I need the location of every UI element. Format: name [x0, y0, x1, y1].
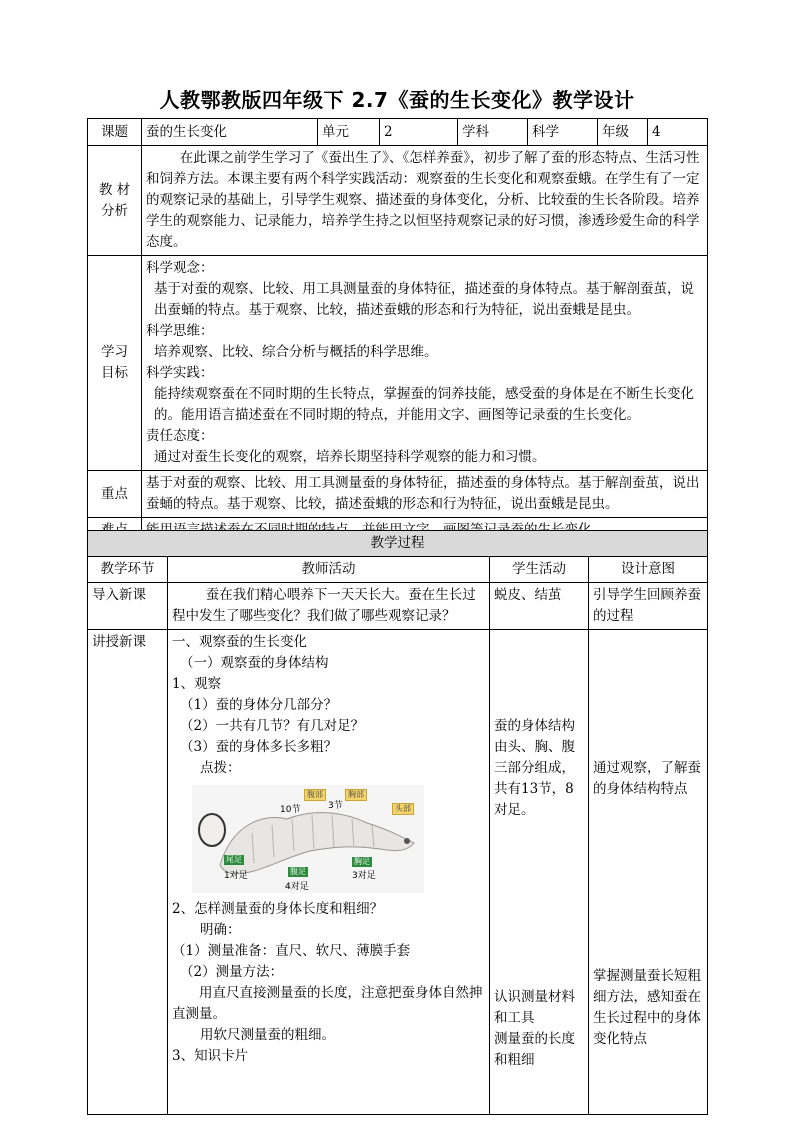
teaching-process-table: [87, 530, 708, 1115]
intro-student: 蜕皮、结茧: [490, 583, 589, 630]
topic-value: 蚕的生长变化: [142, 119, 318, 146]
thorax-tag: 胸部: [345, 789, 367, 801]
thinking-text: 培养观察、比较、综合分析与概括的科学思维。: [154, 344, 438, 360]
analysis-label: [88, 146, 142, 256]
practice-heading: 科学实践：: [146, 365, 214, 381]
key-row: [88, 471, 708, 518]
segments-ten-label: 10节: [280, 805, 301, 815]
abdominal-foot-tag: 腹足: [290, 867, 306, 876]
analysis-label-line2: 分析: [101, 202, 128, 219]
one-pair-label: 1对足: [224, 871, 248, 881]
teach-line: 明确：: [200, 922, 241, 938]
col-student: 学生活动: [490, 557, 589, 583]
goals-label-line1: 学习: [101, 344, 128, 360]
analysis-paragraph: 在此课之前学生学习了《蚕出生了》、《怎样养蚕》，初步了解了蚕的形态特点、生活习性和饲养方法。本课主要有两个科学实践活动：观察蚕的生长变化和观察蚕蛾。在学生有了一定的观察记录的基础上，引导学生观察、描述蚕的身体变化，分析、比较蚕的生长各阶段。培养学生的观察能力、记录能力，培养学生持之以恒坚持观察记录的好习惯，渗透珍爱生命的科学态度。: [146, 150, 700, 250]
intent-measure: 掌握测量蚕长短粗细方法，感知蚕在生长过程中的身体变化特点: [593, 968, 701, 1047]
col-intent: 设计意图: [589, 557, 708, 583]
teach-line: （3）蚕的身体多长多粗？: [180, 739, 338, 755]
goals-text: [142, 256, 708, 471]
thinking-heading: 科学思维：: [146, 323, 214, 339]
key-label: 重点: [88, 471, 142, 518]
topic-row: [88, 119, 708, 146]
teach-line: （2）一共有几节？有几对足？: [180, 718, 365, 734]
abdomen-tag: 腹部: [304, 789, 326, 801]
grade-value: 4: [648, 119, 708, 146]
chest-foot-tag: 胸足: [354, 857, 370, 866]
concept-heading: 科学观念：: [146, 260, 214, 276]
silkworm-structure-diagram: [192, 785, 424, 893]
student-tools: 认识测量材料和工具: [494, 989, 575, 1026]
analysis-row: [88, 146, 708, 256]
process-header: 教学过程: [88, 531, 708, 557]
unit-label: 单元: [318, 119, 380, 146]
teach-row: [88, 630, 708, 1115]
goals-row: [88, 256, 708, 471]
subject-value: 科学: [528, 119, 598, 146]
concept-text: 基于对蚕的观察、比较、用工具测量蚕的身体特征，描述蚕的身体特点。基于解剖蚕茧，说出蚕蛹的特点。基于观察、比较，描述蚕蛾的形态和行为特征，说出蚕蛾是昆虫。: [154, 281, 694, 318]
four-pair-label: 4对足: [285, 882, 309, 892]
attitude-text: 通过对蚕生长变化的观察，培养长期坚持科学观察的能力和习惯。: [154, 449, 546, 465]
tail-foot-tag: 尾足: [226, 855, 242, 864]
teach-line: 用软尺测量蚕的粗细。: [200, 1027, 335, 1043]
teach-line: 用直尺直接测量蚕的长度，注意把蚕身体自然抻直测量。: [172, 985, 483, 1022]
lesson-info-table: [87, 118, 708, 544]
teach-teacher: [168, 630, 490, 1115]
goals-label-line2: 目标: [101, 365, 128, 381]
teach-line: （一）观察蚕的身体结构: [180, 655, 329, 671]
key-text: 基于对蚕的观察、比较、用工具测量蚕的身体特征，描述蚕的身体特点。基于解剖蚕茧，说出蚕蛹的特点。基于观察、比较，描述蚕蛾的形态和行为特征，说出蚕蛾是昆虫。: [142, 471, 708, 518]
intro-teacher: [168, 583, 490, 630]
student-observation: 蚕的身体结构由头、胸、腹三部分组成，共有13节，8对足。: [494, 718, 575, 818]
col-teacher: 教师活动: [168, 557, 490, 583]
intro-teacher-text: 蚕在我们精心喂养下一天天长大。蚕在生长过程中发生了哪些变化？我们做了哪些观察记录？: [172, 587, 476, 624]
col-stage: 教学环节: [88, 557, 168, 583]
teach-line: 2、怎样测量蚕的身体长度和粗细？: [172, 901, 384, 917]
unit-value: 2: [380, 119, 458, 146]
student-measure: 测量蚕的长度和粗细: [494, 1031, 575, 1068]
process-columns-row: [88, 557, 708, 583]
three-pair-label: 3对足: [352, 871, 376, 881]
intro-intent: 引导学生回顾养蚕的过程: [589, 583, 708, 630]
teach-intent: [589, 630, 708, 1115]
grade-label: 年级: [598, 119, 648, 146]
teach-line: （1）蚕的身体分几部分？: [180, 697, 338, 713]
analysis-text: [142, 146, 708, 256]
page-title: 人教鄂教版四年级下 2.7《蚕的生长变化》教学设计: [159, 88, 635, 112]
goals-label: [88, 256, 142, 471]
intro-stage: 导入新课: [88, 583, 168, 630]
intent-observation: 通过观察，了解蚕的身体结构特点: [593, 760, 701, 797]
practice-text: 能持续观察蚕在不同时期的生长特点，掌握蚕的饲养技能，感受蚕的身体是在不断生长变化的。能用语言描述蚕在不同时期的特点，并能用文字、画图等记录蚕的生长变化。: [154, 386, 694, 423]
teach-line: （2）测量方法：: [180, 964, 284, 980]
attitude-heading: 责任态度：: [146, 428, 214, 444]
teach-line: 点拨：: [200, 760, 241, 776]
intro-row: [88, 583, 708, 630]
teach-student: [490, 630, 589, 1115]
analysis-label-line1: 教 材: [98, 181, 131, 198]
topic-label: 课题: [88, 119, 142, 146]
head-tag: 头部: [392, 803, 414, 815]
teach-line: （1）测量准备：直尺、软尺、薄膜手套: [172, 943, 411, 959]
teach-line: 3、知识卡片: [172, 1048, 249, 1064]
teach-line: 1、观察: [172, 676, 222, 692]
process-header-row: [88, 531, 708, 557]
segments-three-label: 3节: [328, 801, 343, 811]
teach-stage: 讲授新课: [88, 630, 168, 1115]
teach-line: 一、观察蚕的生长变化: [172, 634, 307, 650]
subject-label: 学科: [458, 119, 528, 146]
